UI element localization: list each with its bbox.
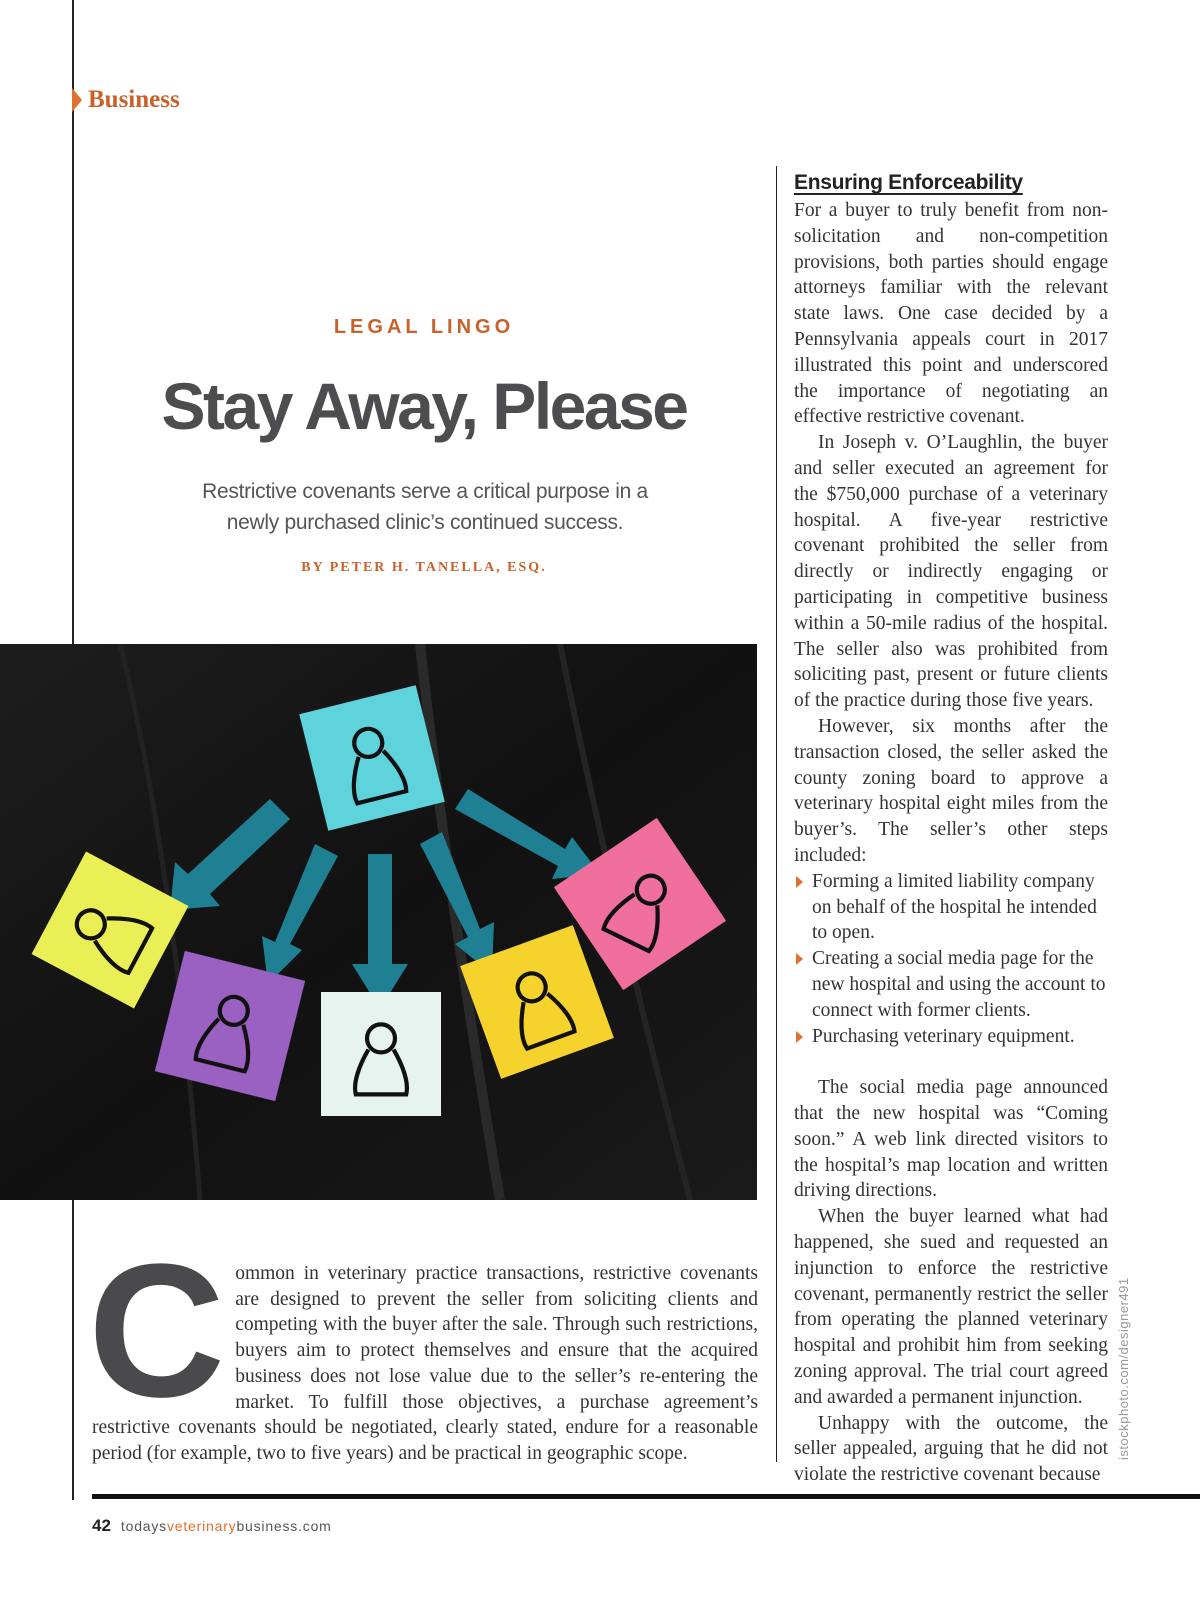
article-kicker: LEGAL LINGO — [333, 316, 515, 338]
list-item: Purchasing veterinary equipment. — [794, 1024, 1108, 1050]
body-paragraph: However, six months after the transaction closed, the seller asked the county zoning board to approve a veterinary hospital eight miles from the buyer’s. The seller’s other steps included: — [794, 715, 1108, 866]
body-paragraph: For a buyer to truly benefit from non-solicitation and non-competition provisions, both parties should engage attorneys familiar with the relevant state laws. One case decided by a Pennsylvania appeals court in 2017 illustrated this point and underscored the importance of negotiating an effective restrictive covenant. — [794, 200, 1108, 428]
body-paragraph: The social media page announced that the new hospital was “Coming soon.” A web link directed visitors to the hospital’s map location and written driving directions. — [794, 1077, 1108, 1202]
article-headline: Stay Away, Please — [161, 369, 687, 443]
site-url[interactable]: todaysveterinarybusiness.com — [120, 1518, 332, 1534]
article-deck: Restrictive covenants serve a critical purpose in a newly purchased clinic’s continued success. — [202, 480, 648, 534]
body-paragraph: In Joseph v. O’Laughlin, the buyer and seller executed an agreement for the $750,000 purchase of a veterinary hospital. A five-year restrictive covenant prohibited the seller from directly or indirectly engaging or participating in competitive business within a 50-mile radius of the hospital. The seller also was prohibited from soliciting past, present or future clients of the practice during those five years. — [794, 432, 1108, 712]
list-item: Forming a limited liability company on behalf of the hospital he intended to open. — [794, 869, 1108, 946]
section-arrow-icon — [72, 88, 82, 112]
body-paragraph: When the buyer learned what had happened, she sued and requested an injunction to enforce the restrictive covenant, permanently restrict the seller from operating the planned veterinary hospital and prohibit him from seeking zoning approval. The trial court agreed and awarded a permanent injunction. — [794, 1206, 1108, 1408]
bullet-arrow-icon — [796, 953, 803, 965]
body-paragraph: Unhappy with the outcome, the seller appealed, arguing that he did not violate the restrictive covenant because — [794, 1412, 1108, 1486]
note-white — [321, 992, 441, 1116]
page-number: 42 — [92, 1516, 111, 1535]
list-item: Creating a social media page for the new hospital and using the account to connect with former clients. — [794, 946, 1108, 1023]
bullet-arrow-icon — [796, 876, 803, 888]
bullet-arrow-icon — [796, 1031, 803, 1043]
footer-rule — [92, 1494, 1200, 1499]
article-byline: BY PETER H. TANELLA, ESQ. — [301, 560, 547, 575]
column-rule — [776, 166, 777, 1462]
article-photo — [0, 644, 757, 1200]
right-column — [794, 168, 1108, 1488]
section-subhead: Ensuring Enforceability — [794, 171, 1023, 194]
intro-paragraph — [88, 1225, 758, 1467]
drop-cap: C — [88, 1225, 226, 1437]
intro-text: ommon in veterinary practice transactions, restrictive covenants are designed to prevent the seller from soliciting clients and competing with the buyer after the sale. Through such restrictions, buyers aim to protect themselves and ensure that the acquired business does not lose value due to the seller’s re-entering the market. To fulfill those objectives, a purchase agreement’s restrictive covenants should be negotiated, clearly stated, endure for a reasonable period (for example, two to five years) and be practical in geographic scope. — [92, 1263, 758, 1464]
sticky-notes-illustration — [0, 644, 757, 1200]
steps-list — [794, 869, 1108, 1050]
page-footer — [92, 1516, 332, 1536]
photo-credit: istockphoto.com/designer491 — [1116, 1277, 1131, 1460]
section-label: Business — [88, 86, 180, 113]
section-tag — [72, 86, 180, 114]
